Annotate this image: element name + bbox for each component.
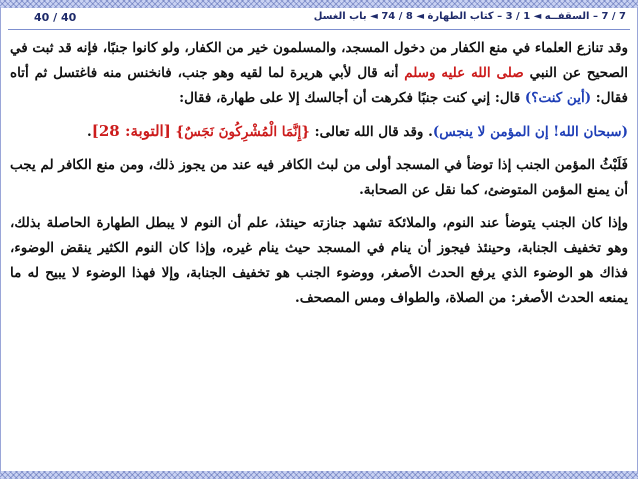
top-decorative-band xyxy=(0,0,638,8)
text-segment: وإذا كان الجنب يتوضأ عند النوم، والملائكة تشهد جنازته حينئذ، علم أن النوم لا يبطل الطهارة الحاصلة بذلك، وهو تخفيف الجنابة، وحينئذ فيجوز أن ينام في المسجد حيث ينام غيره، وإذا كان النوم الكثير ينقض الوضوء، فذاك هو الوضوء الذي يرفع الحدث الأصغر، ووضوء الجنب هو تخفيف الجنابة، وإلا فهذا الوضوء لا يبيح له ما يمنعه الحدث الأصغر: من الصلاة، والطواف ومس المصحف. xyxy=(10,215,628,306)
honorific-phrase: صلى الله عليه وسلم xyxy=(404,65,524,81)
hadith-quote: (سبحان الله! إن المؤمن لا ينجس) xyxy=(432,124,628,140)
bottom-decorative-band xyxy=(0,471,638,479)
header-divider xyxy=(8,29,630,30)
text-segment: فَلَبْثُ المؤمن الجنب إذا توضأ في المسجد أولى من لبث الكافر فيه عند من يجوز ذلك، ومن منع الكافر لم يجب أن يمنع المؤمن المتوضئ، كما نقل عن الصحابة. xyxy=(10,157,628,198)
quran-verse: {إِنَّمَا الْمُشْرِكُونَ نَجَسٌ} xyxy=(175,124,310,140)
text-segment: . xyxy=(87,124,92,140)
text-segment: . وقد قال الله تعالى: xyxy=(309,124,433,140)
text-segment: أنه قال لأبي هريرة لما لقيه وهو جنب، فانخنس منه فاغتسل ثم أتاه فقال: xyxy=(10,65,628,106)
breadcrumb: 7 / 7 – السقفــه ◄ 1 / 3 – كتاب الطهارة ◄ 8 / 74 ◄ باب الغسل xyxy=(313,11,626,22)
page-header xyxy=(8,11,630,27)
text-segment: وقد تنازع العلماء في منع الكفار من دخول المسجد، والمسلمون خير من الكفار، ولو كانوا جنبًا، فإنه قد ثبت في الصحيح عن النبي xyxy=(10,40,628,81)
verse-reference: [التوبة: 28] xyxy=(91,122,171,140)
paragraph xyxy=(10,119,628,145)
paragraph xyxy=(10,153,628,203)
paragraph xyxy=(10,36,628,111)
text-segment: قال: إني كنت جنبًا فكرهت أن أجالسك إلا على طهارة، فقال: xyxy=(179,90,525,106)
document-body xyxy=(10,36,628,319)
paragraph xyxy=(10,211,628,311)
page-counter: 40 / 40 xyxy=(34,11,77,24)
hadith-quote: (أين كنت؟) xyxy=(524,90,592,106)
